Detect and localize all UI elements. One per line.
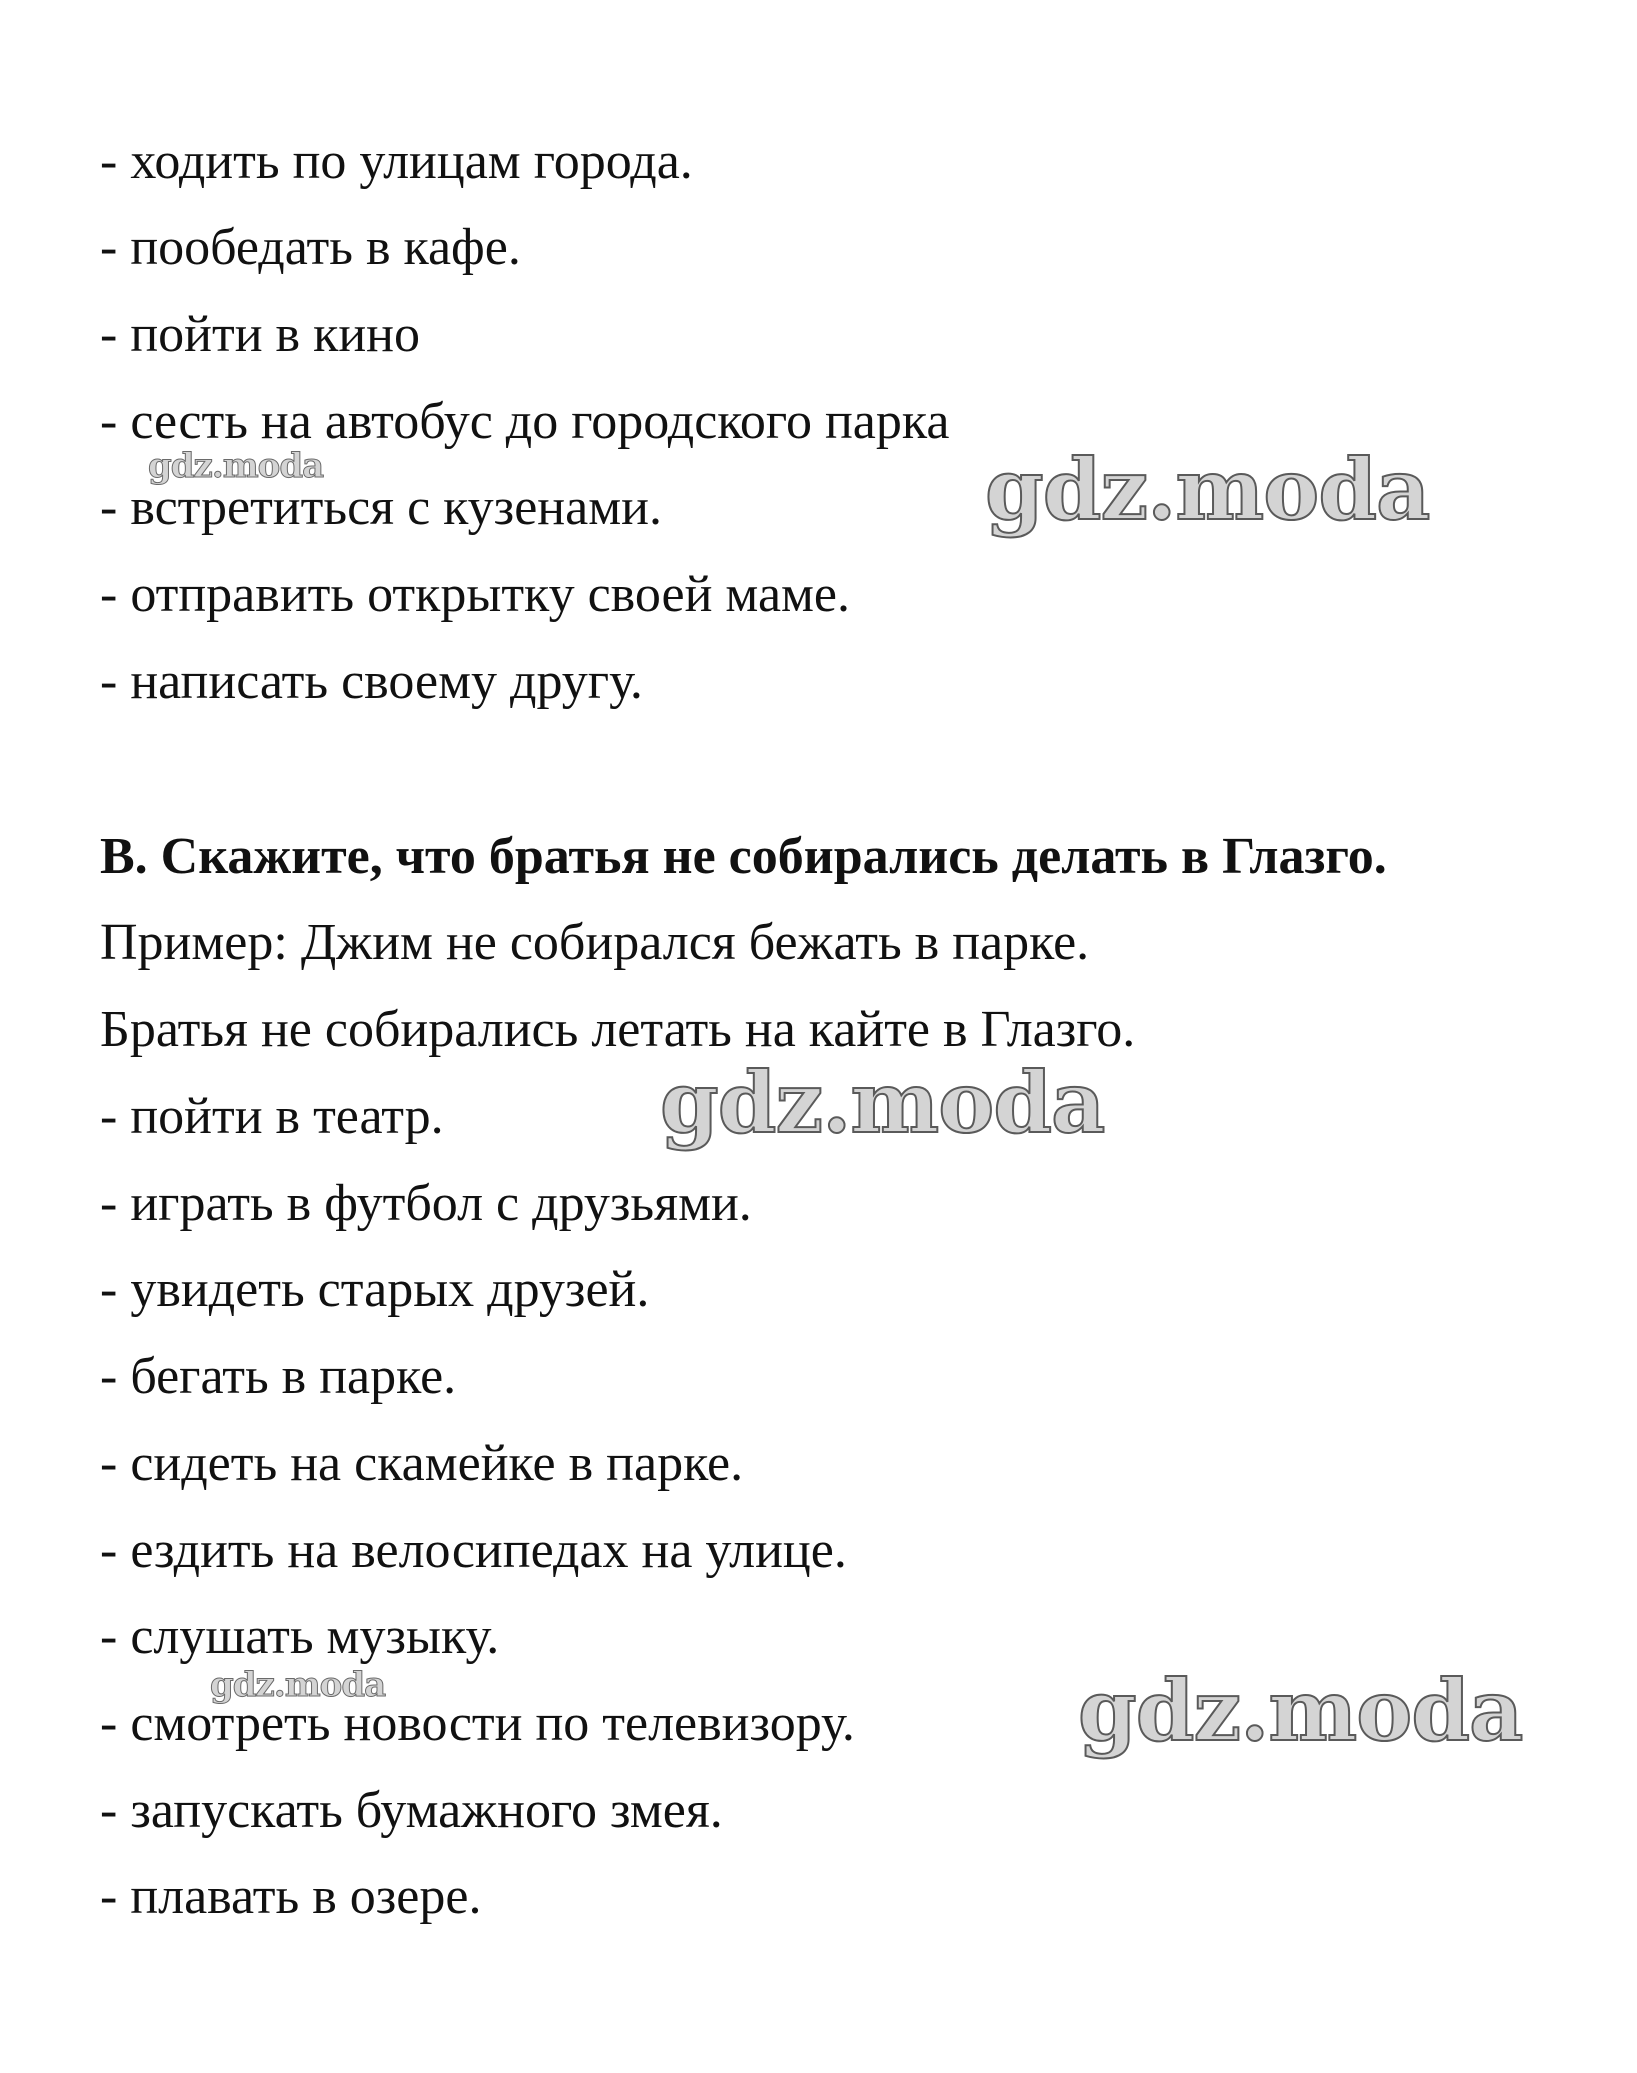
list-item: - отправить открытку своей маме. [100, 566, 851, 623]
list-item: - плавать в озере. [100, 1868, 482, 1925]
watermark-small: gdz.moda [148, 446, 324, 486]
list-item: - играть в футбол с друзьями. [100, 1175, 752, 1232]
watermark: gdz.moda [660, 1053, 1105, 1152]
list-item: - пойти в кино [100, 306, 420, 363]
list-item: - встретиться с кузенами. [100, 479, 662, 536]
example-text: Пример: Джим не собирался бежать в парке. [100, 914, 1090, 971]
list-item: - сесть на автобус до городского парка [100, 393, 950, 450]
list-item: - бегать в парке. [100, 1348, 457, 1405]
list-item: - ездить на велосипедах на улице. [100, 1522, 847, 1579]
list-item: - написать своему другу. [100, 653, 643, 710]
list-item: - смотреть новости по телевизору. [100, 1695, 855, 1752]
list-item: - сидеть на скамейке в парке. [100, 1435, 744, 1492]
list-item: - увидеть старых друзей. [100, 1261, 650, 1318]
list-item: - слушать музыку. [100, 1608, 500, 1665]
list-item: - ходить по улицам города. [100, 133, 693, 190]
watermark: gdz.moda [985, 440, 1430, 539]
list-item: - пойти в театр. [100, 1088, 444, 1145]
example-answer: Братья не собирались летать на кайте в Глазго. [100, 1001, 1136, 1058]
watermark-small: gdz.moda [210, 1665, 386, 1705]
list-item: - пообедать в кафе. [100, 219, 521, 276]
section-heading: B. Скажите, что братья не собирались делать в Глазго. [100, 828, 1387, 885]
list-item: - запускать бумажного змея. [100, 1782, 723, 1839]
watermark: gdz.moda [1078, 1661, 1523, 1760]
